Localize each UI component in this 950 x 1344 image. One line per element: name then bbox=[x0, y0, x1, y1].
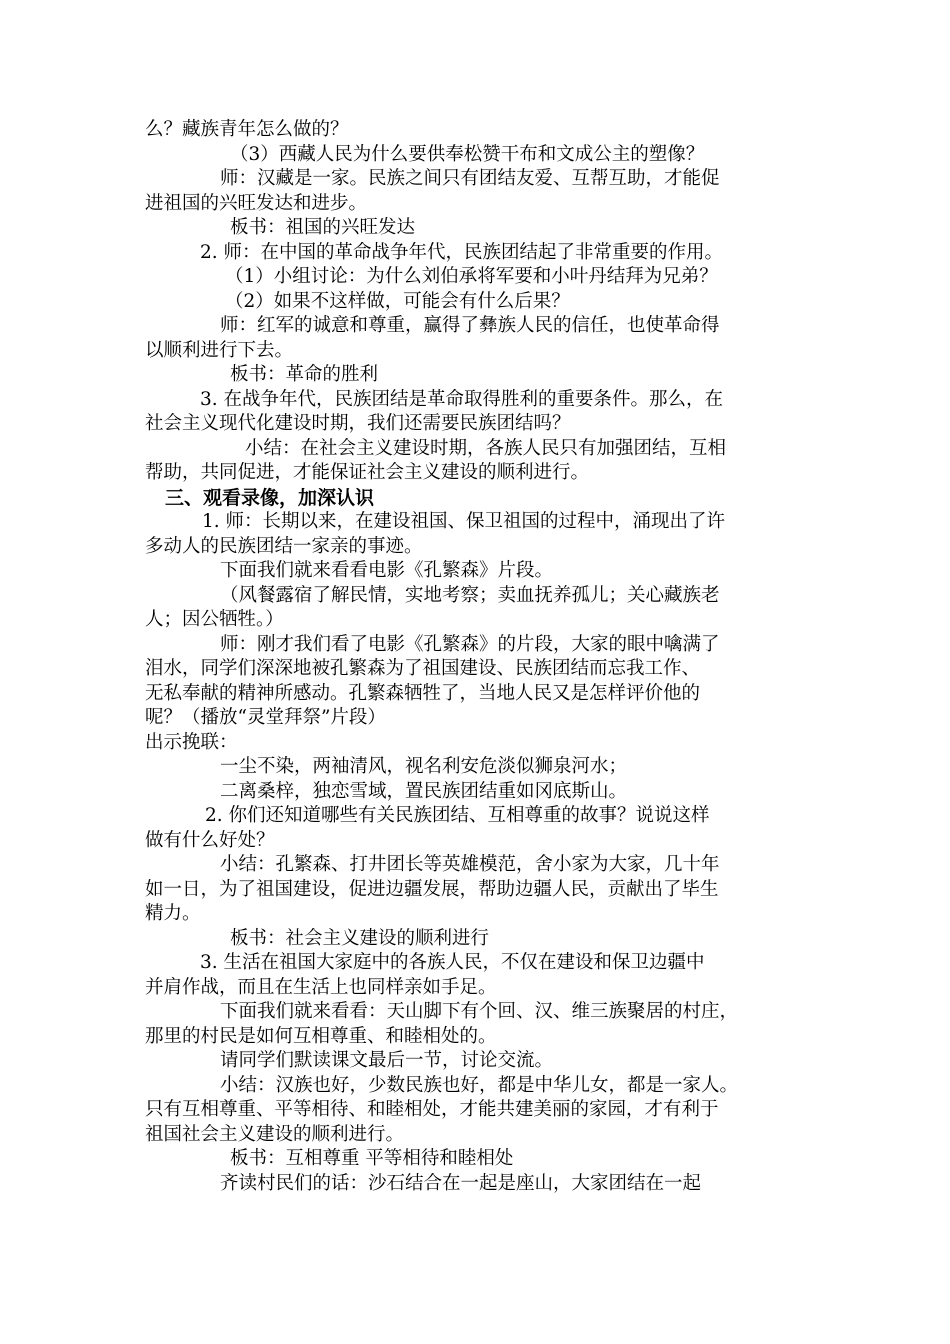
text-line: 祖国社会主义建设的顺利进行。 bbox=[145, 1123, 405, 1145]
text-line: 进祖国的兴旺发达和进步。 bbox=[145, 192, 368, 214]
text-line: （1）小组讨论：为什么刘伯承将军要和小叶丹结拜为兄弟？ bbox=[225, 266, 718, 287]
summary-line: 小结：汉族也好，少数民族也好，都是中华儿女，都是一家人。 bbox=[220, 1074, 739, 1096]
text-line: 如一日，为了祖国建设，促进边疆发展，帮助边疆人民，贡献出了毕生 bbox=[145, 878, 719, 900]
text-line: 帮助，共同促进，才能保证社会主义建设的顺利进行。 bbox=[145, 462, 590, 483]
text-line: 呢？（播放“灵堂拜祭”片段） bbox=[145, 707, 386, 728]
text-line: 精力。 bbox=[145, 903, 201, 924]
text-line: 人；因公牺牲。） bbox=[145, 609, 284, 630]
section-heading: 三、观看录像，加深认识 bbox=[165, 486, 375, 509]
text-line: 师：刚才我们看了电影《孔繁森》的片段，大家的眼中噙满了 bbox=[220, 633, 720, 655]
text-line: 社会主义现代化建设时期，我们还需要民族团结吗？ bbox=[145, 413, 571, 434]
text-line: 只有互相尊重、平等相待、和睦相处，才能共建美丽的家园，才有利于 bbox=[145, 1099, 719, 1120]
text-line: 并肩作战，而且在生活上也同样亲如手足。 bbox=[145, 976, 497, 998]
text-line: 下面我们就来看看：天山脚下有个回、汉、维三族聚居的村庄， bbox=[220, 1001, 739, 1022]
text-line: 师：红军的诚意和尊重，赢得了彝族人民的信任，也使革命得 bbox=[220, 315, 720, 336]
numbered-item: 3. 生活在祖国大家庭中的各族人民，不仅在建设和保卫边疆中 bbox=[200, 952, 705, 973]
document-body bbox=[145, 118, 813, 1196]
board-note: 板书：革命的胜利 bbox=[230, 364, 379, 385]
text-line: 齐读村民们的话：沙石结合在一起是座山，大家团结在一起 bbox=[220, 1172, 702, 1194]
text-line: 做有什么好处？ bbox=[145, 829, 275, 851]
text-line: 多动人的民族团结一家亲的事迹。 bbox=[145, 535, 423, 557]
text-line: （3）西藏人民为什么要供奉松赞干布和文成公主的塑像？ bbox=[230, 143, 705, 165]
numbered-item: 3. 在战争年代，民族团结是革命取得胜利的重要条件。那么，在 bbox=[200, 388, 724, 410]
board-note: 板书：社会主义建设的顺利进行 bbox=[230, 927, 490, 949]
couplet-line: 一尘不染，两袖清风，视名利安危淡似狮泉河水； bbox=[220, 756, 628, 777]
couplet-line: 二离桑梓，独恋雪域，置民族团结重如冈底斯山。 bbox=[220, 780, 628, 802]
summary-line: 小结：孔繁森、打井团长等英雄模范，舍小家为大家，几十年 bbox=[220, 854, 720, 875]
text-line: 无私奉献的精神所感动。孔繁森牺牲了，当地人民又是怎样评价他的 bbox=[145, 682, 701, 704]
text-line: 师：汉藏是一家。民族之间只有团结友爱、互帮互助，才能促 bbox=[220, 168, 720, 189]
text-line: （2）如果不这样做，可能会有什么后果？ bbox=[225, 290, 570, 312]
text-line: 出示挽联： bbox=[145, 731, 238, 753]
text-line: 么？藏族青年怎么做的？ bbox=[145, 119, 349, 140]
numbered-item: 2. 你们还知道哪些有关民族团结、互相尊重的故事？说说这样 bbox=[205, 805, 710, 826]
text-line: 下面我们就来看看电影《孔繁森》片段。 bbox=[220, 560, 554, 581]
text-line: 以顺利进行下去。 bbox=[145, 339, 294, 361]
text-line: 那里的村民是如何互相尊重、和睦相处的。 bbox=[145, 1025, 497, 1047]
numbered-item: 1. 师：长期以来，在建设祖国、保卫祖国的过程中，涌现出了许 bbox=[202, 511, 726, 532]
summary-line: 小结：在社会主义建设时期，各族人民只有加强团结，互相 bbox=[245, 437, 727, 459]
text-line: （风餐露宿了解民情，实地考察；卖血抚养孤儿；关心藏族老 bbox=[220, 584, 720, 606]
numbered-item: 2. 师：在中国的革命战争年代，民族团结起了非常重要的作用。 bbox=[200, 241, 724, 263]
board-note: 板书：祖国的兴旺发达 bbox=[230, 217, 416, 238]
text-line: 请同学们默读课文最后一节，讨论交流。 bbox=[220, 1050, 554, 1071]
board-note: 板书：互相尊重 平等相待和睦相处 bbox=[230, 1148, 514, 1169]
text-line: 泪水，同学们深深地被孔繁森为了祖国建设、民族团结而忘我工作、 bbox=[145, 658, 701, 679]
